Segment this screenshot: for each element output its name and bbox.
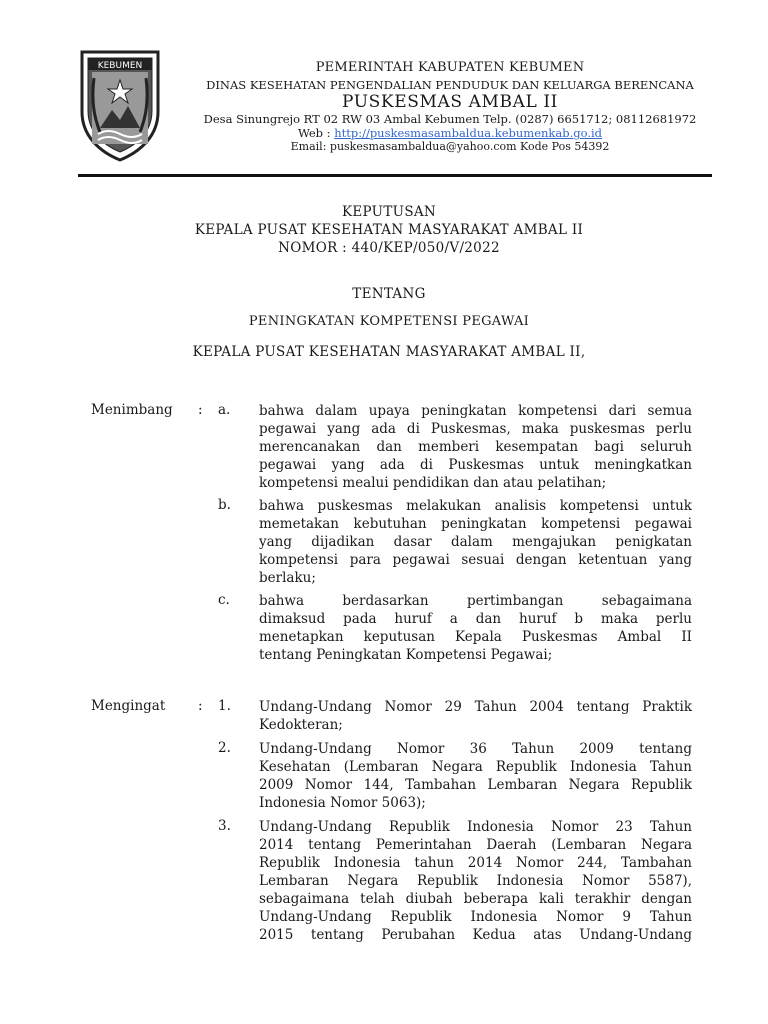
text-line: merencanakan dan memberi kesempatan bagi seluruh	[259, 439, 692, 455]
website-link[interactable]: http://puskesmasambaldua.kebumenkab.go.id	[334, 126, 603, 140]
text-line: bahwa dalam upaya peningkatan kompetensi dari semua	[259, 403, 692, 419]
menimbang-item-c	[259, 592, 692, 664]
decree-issuer: KEPALA PUSAT KESEHATAN MASYARAKAT AMBAL II	[194, 222, 584, 238]
text-line: bahwa berdasarkan pertimbangan sebagaimana	[259, 593, 692, 609]
text-line: bahwa puskesmas melakukan analisis kompetensi untuk	[259, 498, 692, 514]
text-line: 2009 Nomor 144, Tambahan Lembaran Negara Republik	[259, 777, 692, 793]
text-line: sebagaimana telah diubah beberapa kali terakhir dengan	[259, 891, 692, 907]
text-line: dimaksud pada huruf a dan huruf b maka perlu	[259, 611, 692, 627]
text-line: Kedokteran;	[259, 717, 343, 733]
text-line: menetapkan keputusan Kepala Puskesmas Ambal II	[259, 629, 692, 645]
text-line: pegawai yang ada di Puskesmas untuk meningkatkan	[259, 457, 692, 473]
letterhead-institution: PUSKESMAS AMBAL II	[342, 92, 558, 112]
text-line: Republik Indonesia tahun 2014 Nomor 244, Tambahan	[259, 855, 692, 871]
text-line: Undang-Undang Republik Indonesia Nomor 23 Tahun	[259, 819, 692, 835]
menimbang-item-a	[259, 402, 692, 492]
text-line: memetakan kebutuhan peningkatan kompetensi pegawai	[259, 516, 692, 532]
letterhead-email: Email: puskesmasambaldua@yahoo.com Kode Pos 54392	[290, 140, 610, 153]
item-marker: 1.	[218, 698, 231, 714]
mengingat-item-3	[259, 818, 692, 944]
text-line: Indonesia Nomor 5063);	[259, 795, 426, 811]
text-line: tentang Peningkatan Kompetensi Pegawai;	[259, 647, 553, 663]
text-line: Undang-Undang Nomor 29 Tahun 2004 tentang Praktik	[259, 699, 692, 715]
menimbang-item-b	[259, 497, 692, 587]
text-line: berlaku;	[259, 570, 316, 586]
text-line: Undang-Undang Nomor 36 Tahun 2009 tentang	[259, 741, 692, 757]
letterhead-government: PEMERINTAH KABUPATEN KEBUMEN	[315, 60, 585, 75]
web-label: Web :	[297, 126, 335, 140]
text-line: Lembaran Negara Republik Indonesia Nomor 5587),	[259, 873, 692, 889]
text-line: pegawai yang ada di Puskesmas, maka puskesmas perlu	[259, 421, 692, 437]
letterhead-address: Desa Sinungrejo RT 02 RW 03 Ambal Kebumen Telp. (0287) 6651712; 08112681972	[203, 112, 697, 126]
decree-about-label: TENTANG	[352, 286, 426, 302]
kebumen-emblem-icon	[78, 48, 162, 164]
mengingat-item-1	[259, 698, 692, 734]
item-marker: 3.	[218, 818, 231, 834]
text-line: 2015 tentang Perubahan Kedua atas Undang-Undang	[259, 927, 692, 943]
text-line: Undang-Undang Republik Indonesia Nomor 9 Tahun	[259, 909, 692, 925]
decree-number: NOMOR : 440/KEP/050/V/2022	[278, 240, 500, 256]
item-marker: c.	[218, 592, 230, 608]
text-line: kompetensi mealui pendidikan dan atau pelatihan;	[259, 475, 607, 491]
mengingat-label: Mengingat	[91, 698, 166, 714]
emblem-text: KEBUMEN	[97, 61, 143, 71]
text-line: yang dijadikan dasar dalam mengajukan penigkatan	[259, 534, 692, 550]
letterhead-web	[170, 126, 730, 140]
letterhead-department: DINAS KESEHATAN PENGENDALIAN PENDUDUK DAN KELUARGA BERENCANA	[206, 78, 694, 92]
text-line: Kesehatan (Lembaran Negara Republik Indonesia Tahun	[259, 759, 692, 775]
menimbang-colon: :	[198, 402, 203, 418]
item-marker: a.	[218, 402, 231, 418]
text-line: 2014 tentang Pemerintahan Daerah (Lembaran Negara	[259, 837, 692, 853]
mengingat-item-2	[259, 740, 692, 812]
mengingat-colon: :	[198, 698, 203, 714]
decree-subject: PENINGKATAN KOMPETENSI PEGAWAI	[248, 314, 530, 329]
text-line: kompetensi para pegawai sesuai dengan ketentuan yang	[259, 552, 692, 568]
letterhead-divider	[78, 174, 712, 177]
item-marker: 2.	[218, 740, 231, 756]
decree-heading: KEPUTUSAN	[341, 204, 437, 220]
decree-authority: KEPALA PUSAT KESEHATAN MASYARAKAT AMBAL II,	[192, 344, 586, 360]
menimbang-label: Menimbang	[91, 402, 173, 418]
item-marker: b.	[218, 497, 231, 513]
